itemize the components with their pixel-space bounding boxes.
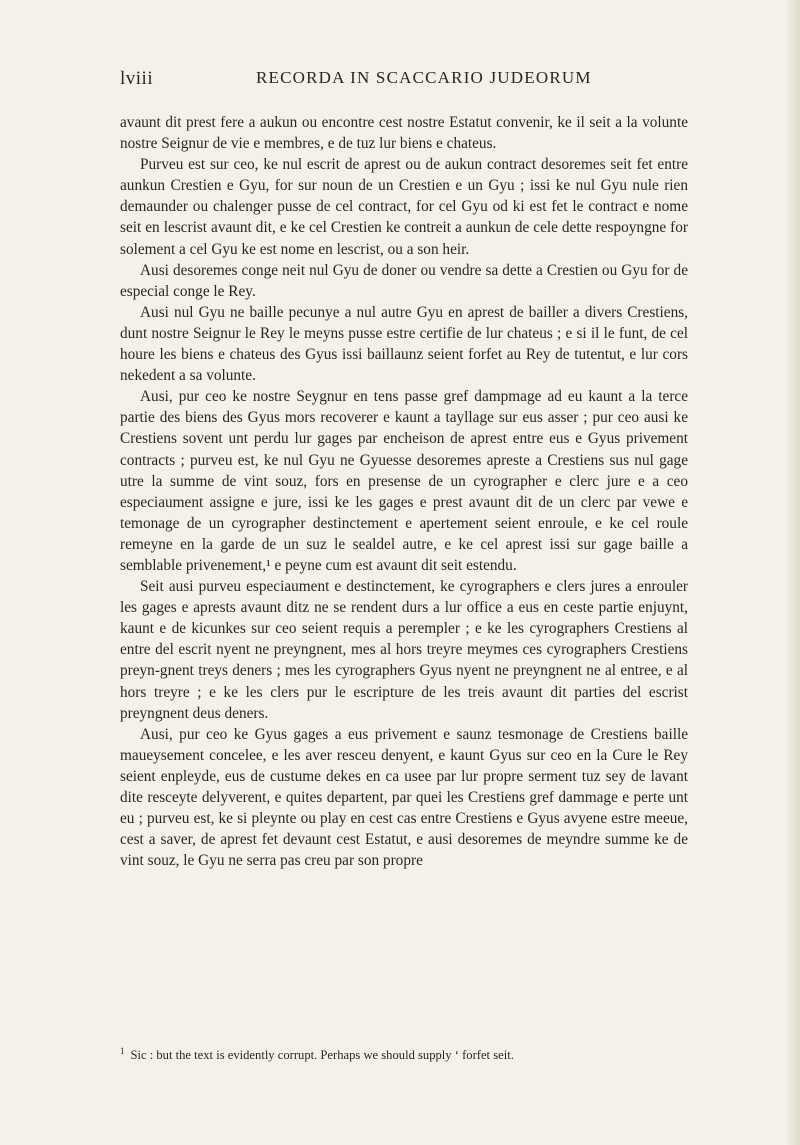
paragraph: Ausi, pur ceo ke nostre Seygnur en tens passe gref dampmage ad eu kaunt a la terce partie des biens des Gyus mors recoverer e kaunt a tayllage sur eus asser ; pur ceo ausi ke Crestiens sovent unt perdu lur gages par encheison de aprest entre eus e Gyus privement contracts ; purveu est, ke nul Gyu ne Gyuesse desoremes apreste a Crestiens sus nul gage utre la summe de vint souz, fors en presense de un cyrographer e clerc jure e a ceo especiaument assigne e jure, issi ke les gages e prest avaunt dit de un clerc par vewe e temonage de un cyrographer destinctement e apertement seient enroule, e ke cel roule remeyne en la garde de un suz le sealdel autre, e ke cel aprest issi sur gage baille a semblable privenement,¹ e peyne cum est avaunt dit seit estendu. [120,388,688,574]
paragraph: Ausi nul Gyu ne baille pecunye a nul autre Gyu en aprest de bailler a divers Crestiens, dunt nostre Seignur le Rey le meyns pusse estre certifie de lur chateus ; e si il le funt, de cel houre les biens e chateus des Gyus issi baillaunz seient forfet au Rey de tutentut, e lur cors nekedent a sa volunte. [120,303,688,385]
running-title: RECORDA IN SCACCARIO JUDEORUM [256,68,592,87]
footnote [120,1043,688,1063]
paragraph: Seit ausi purveu especiaument e destinctement, ke cyrographers e clers jures a enrouler les gages e aprests avaunt ditz ne se rendent durs a lur office a eus en ceste partie enjuynt, kaunt e de kicunkes sur ceo seient requis a perempler ; e ke les cyrographers Crestiens al entre del escrit nyent ne preyngnent, mes al hors treyre meymes ces cyrographers Crestiens preyn-gnent treys deners ; mes les cyrographers Gyus nyent ne preyngnent ne al entree, e al hors treyre ; e ke les clers pur le escripture de les treis avaunt dit parties del escrist preyngnent deus deners. [120,578,688,722]
page-edge-shadow [786,0,800,1145]
paragraph: avaunt dit prest fere a aukun ou encontre cest nostre Estatut convenir, ke il seit a la volunte nostre Seignur de vie e membres, e de tuz lur biens e chateus. [120,114,688,153]
paragraph: Ausi desoremes conge neit nul Gyu de doner ou vendre sa dette a Crestien ou Gyu for de especial conge le Rey. [120,261,688,300]
paragraph: Ausi, pur ceo ke Gyus gages a eus privement e saunz tesmonage de Crestiens baille maueysement concelee, e les aver resceu denyent, e kaunt Gyus sur ceo en la Cure le Rey seient enpleyde, eus de custume dekes en ca usee par lur propre serment tuz sey de lavant dite resceyte delyverent, e quites departent, par quei les Crestiens gref dammage e perte unt eu ; purveu est, ke si pleynte ou play en cest cas entre Crestiens e Gyus avyene estre meeue, cest a saver, de aprest fet devaunt cest Estatut, e ausi desoremes de meyndre summe ke de vint souz, le Gyu ne serra pas creu par son propre [120,725,688,870]
page-number: lviii [120,68,154,89]
footnote-text: Sic : but the text is evidently corrupt. Perhaps we should supply ‘ forfet seit. [130,1048,514,1063]
paragraph: Purveu est sur ceo, ke nul escrit de aprest ou de aukun contract desoremes seit fet entre aunkun Crestien e Gyu, for sur noun de un Crestien e un Gyu ; issi ke nul Gyu nule rien demaunder ou chalenger pusse de cel contract, for cel Gyu od ki est fet le contract e nome seit en lescrist avaunt dit, e ke cel Crestien ke contreit a aunkun de cele dette respoyngne for solement a cel Gyu ke est nome en lescrist, ou a son heir. [120,156,688,258]
body-text [120,112,688,871]
footnote-mark: 1 [120,1046,125,1056]
